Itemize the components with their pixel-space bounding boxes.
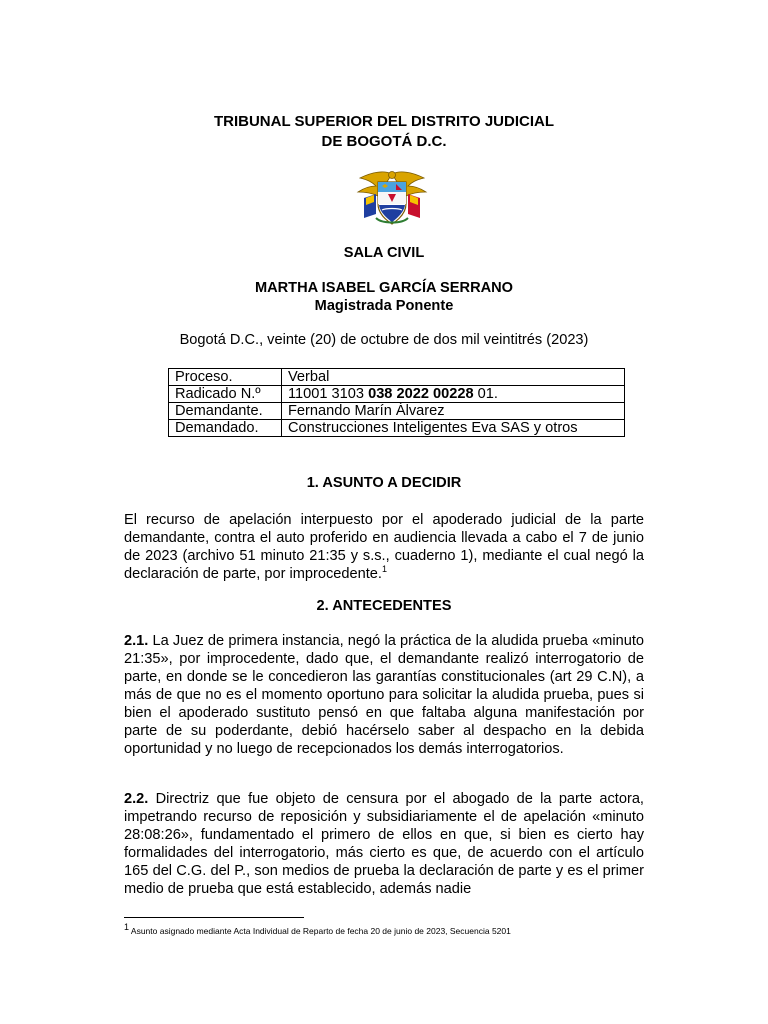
table-key: Proceso. [169,369,282,386]
table-row [169,386,625,403]
table-row [169,369,625,386]
table-value: Fernando Marín Álvarez [282,403,625,420]
section-1-paragraph [124,511,644,583]
court-name-line-2: DE BOGOTÁ D.C. [321,133,447,150]
footnote-reference: 1 [381,564,387,575]
paragraph-text: La Juez de primera instancia, negó la práctica de la aludida prueba «minuto 21:35», por improcedente, dado que, el demandante realizó interrogatorio de parte, en donde se le concedieron las garantías constitucionales (art 29 C.N), a más de que no es el momento oportuno para solicitar la aludida prueba, pues si bien el apoderado sustituto pensó en que faltaba alguna manifestación por parte de su poderdante, debió hacérselo saber al despacho en la debida oportunidad y no luego de recepcionados los demás interrogatorios. [124,633,644,757]
paragraph-text: Directriz que fue objeto de censura por el abogado de la parte actora, impetrando recurso de reposición y subsidiariamente el de apelación «minuto 28:08:26», fundamentado el primero de ellos en que, si bien es cierto hay formalidades del interrogatorio, más cierto es que, de acuerdo con el artículo 165 del C.G. del P., son medios de prueba la declaración de parte y es el primer medio de prueba que está establecido, además nadie [124,791,644,897]
footnote [124,922,511,936]
radicado-prefix: 11001 3103 [288,386,369,402]
footnote-number: 1 [124,922,130,933]
radicado-number: 038 2022 00228 [368,386,474,402]
case-info-table [168,368,625,437]
paragraph-2-1 [124,632,644,758]
colombia-coat-of-arms-icon [354,168,430,228]
radicado-suffix: 01. [473,386,498,402]
table-key: Demandado. [169,420,282,437]
table-value [282,386,625,403]
paragraph-label: 2.2. [124,791,149,807]
section-1-text: El recurso de apelación interpuesto por el apoderado judicial de la parte demandante, contra el auto proferido en audiencia llevada a cabo el 7 de junio de 2023 (archivo 51 minuto 21:35 y s.s., cuaderno 1), mediante el cual negó la declaración de parte, por improcedente. [124,512,644,582]
table-key: Radicado N.º [169,386,282,403]
date-line: Bogotá D.C., veinte (20) de octubre de dos mil veintitrés (2023) [179,332,589,348]
chamber-title: SALA CIVIL [343,245,425,261]
table-key: Demandante. [169,403,282,420]
magistrate-name: MARTHA ISABEL GARCÍA SERRANO [254,280,514,296]
table-row [169,403,625,420]
paragraph-label: 2.1. [124,633,149,649]
section-2-heading: 2. ANTECEDENTES [316,598,452,614]
footnote-separator [124,917,304,918]
section-1-heading: 1. ASUNTO A DECIDIR [306,475,462,491]
paragraph-2-2 [124,790,644,898]
magistrate-role: Magistrada Ponente [314,298,454,314]
footnote-text: Asunto asignado mediante Acta Individual de Reparto de fecha 20 de junio de 2023, Secuencia 5201 [129,926,511,936]
table-value: Construcciones Inteligentes Eva SAS y otros [282,420,625,437]
table-row [169,420,625,437]
court-name-line-1: TRIBUNAL SUPERIOR DEL DISTRITO JUDICIAL [213,113,555,130]
table-value: Verbal [282,369,625,386]
